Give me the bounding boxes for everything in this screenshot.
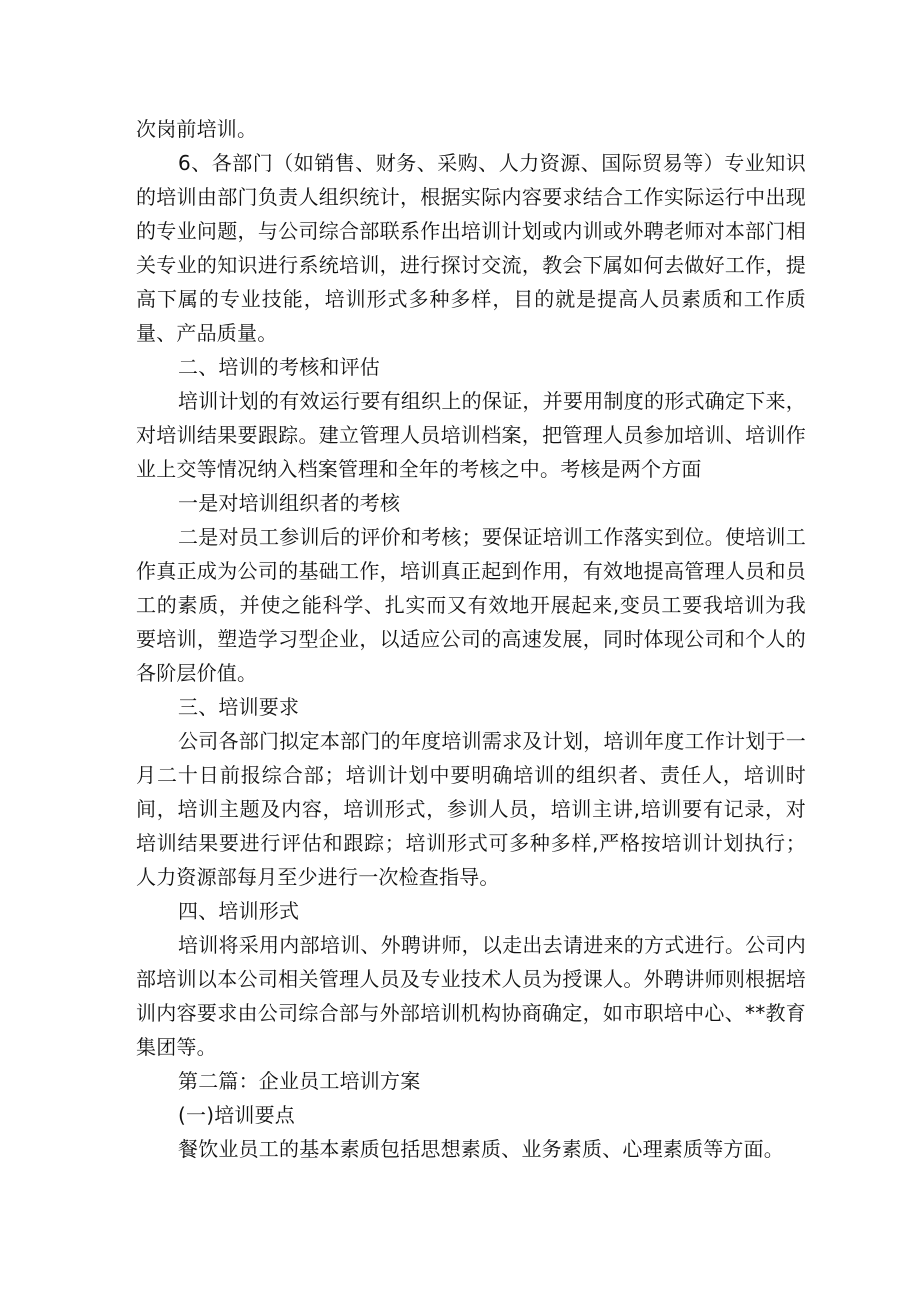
- paragraph-3: 培训计划的有效运行要有组织上的保证，并要用制度的形式确定下来，对培训结果要跟踪。建立管理人员培训档案，把管理人员参加培训、培训作业上交等情况纳入档案管理和全年的考核之中。考核是两个方面: [136, 389, 806, 481]
- chapter-heading-part-two: 第二篇：企业员工培训方案: [178, 1069, 421, 1093]
- paragraph-2: 6、各部门（如销售、财务、采购、人力资源、国际贸易等）专业知识的培训由部门负责人组织统计，根据实际内容要求结合工作实际运行中出现的专业问题，与公司综合部联系作出培训计划或内训或外聘老师对本部门相关专业的知识进行系统培训，进行探讨交流，教会下属如何去做好工作，提高下属的专业技能，培训形式多种多样，目的就是提高人员素质和工作质量、产品质量。: [136, 151, 806, 345]
- paragraph-7: 培训将采用内部培训、外聘讲师，以走出去请进来的方式进行。公司内部培训以本公司相关管理人员及专业技术人员为授课人。外聘讲师则根据培训内容要求由公司综合部与外部培训机构协商确定，如市职培中心、**教育集团等。: [136, 933, 806, 1059]
- section-heading-forms: 四、培训形式: [178, 899, 300, 923]
- paragraph-4: 一是对培训组织者的考核: [178, 491, 401, 515]
- section-heading-requirements: 三、培训要求: [178, 695, 300, 719]
- paragraph-5: 二是对员工参训后的评价和考核；要保证培训工作落实到位。使培训工作真正成为公司的基础工作，培训真正起到作用，有效地提高管理人员和员工的素质，并使之能科学、扎实而又有效地开展起来,变员工要我培训为我要培训，塑造学习型企业，以适应公司的高速发展，同时体现公司和个人的各阶层价值。: [136, 525, 806, 685]
- document-body: [136, 112, 806, 1166]
- paragraph-1: 次岗前培训。: [136, 117, 258, 141]
- paragraph-8: 餐饮业员工的基本素质包括思想素质、业务素质、心理素质等方面。: [178, 1137, 784, 1161]
- paragraph-6: 公司各部门拟定本部门的年度培训需求及计划，培训年度工作计划于一月二十日前报综合部；培训计划中要明确培训的组织者、责任人，培训时间，培训主题及内容，培训形式，参训人员，培训主讲,培训要有记录，对培训结果要进行评估和跟踪；培训形式可多种多样,严格按培训计划执行；人力资源部每月至少进行一次检查指导。: [136, 729, 806, 889]
- section-heading-assessment: 二、培训的考核和评估: [178, 355, 380, 379]
- subsection-heading-key-points: (一)培训要点: [178, 1103, 296, 1127]
